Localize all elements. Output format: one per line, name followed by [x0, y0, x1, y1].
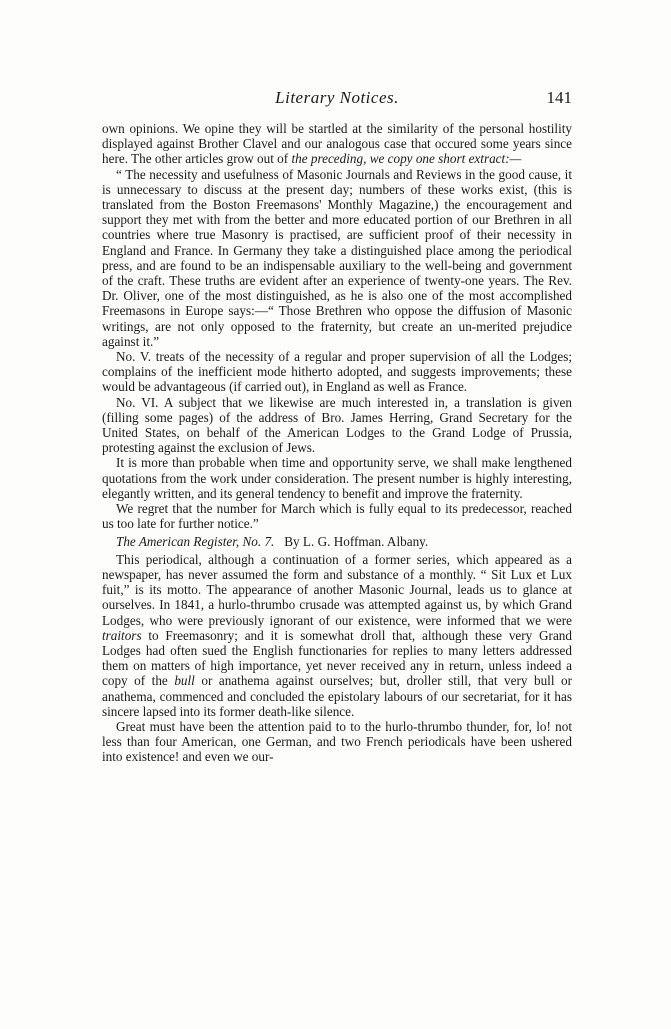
page-number: 141: [546, 88, 572, 107]
paragraph-text-italic: the preceding, we copy one short extract:—: [291, 151, 522, 167]
paragraph-quotations: It is more than probable when time and opportunity serve, we shall make lengthened quotations from the work under consideration. The present number is highly interesting, elegantly written, and its general tendency to benefit and improve the fraternity.: [102, 455, 572, 501]
italic-word-bull: bull: [174, 673, 195, 689]
paragraph-text: or anathema against ourselves; but, droller still, that very bull or anathema, commenced and concluded the epistolary labours of our secretariat, for it has sincere lapsed into its former death-like silence.: [102, 673, 572, 719]
running-head: [102, 88, 572, 110]
paragraph-text: own opinions. We opine they will be startled at the similarity of the personal hostility displayed against Brother Clavel and our analogous case that occured some years since here. The other articles grow out of: [102, 121, 572, 167]
body-text: [102, 121, 572, 765]
paragraph-hurlo-thrumbo: Great must have been the attention paid to to the hurlo-thrumbo thunder, for, lo! not less than four American, one German, and two French periodicals have been ushered into existence! and even we our-: [102, 718, 572, 765]
review-heading: [102, 534, 572, 549]
paragraph-text: This periodical, although a continuation of a former series, which appeared as a newspaper, has never assumed the form and substance of a monthly. “ Sit Lux et Lux fuit,” is its motto. The appearance of another Masonic Journal, leads us to glance at ourselves. In 1841, a hurlo-thrumbo crusade was attempted against us, by which Grand Lodges, who were previously ignorant of our existence, were informed that we were: [102, 551, 572, 628]
running-title: Literary Notices.: [275, 88, 399, 107]
paragraph-periodical: [102, 552, 572, 719]
review-title: The American Register, No. 7.: [116, 534, 275, 550]
italic-word-traitors: traitors: [102, 627, 142, 643]
paragraph-continuation: [102, 121, 572, 167]
paragraph-no-vi: No. VI. A subject that we likewise are much interested in, a translation is given (filling some pages) of the address of Bro. James Herring, Grand Secretary for the United States, on behalf of the American Lodges to the Grand Lodge of Prussia, protesting against the exclusion of Jews.: [102, 394, 572, 456]
quoted-extract: “ The necessity and usefulness of Masonic Journals and Reviews in the good cause, it is unnecessary to discuss at the present day; numbers of these works exist, (this is translated from the Boston Freemasons' Monthly Magazine,) the encouragement and support they met with from the better and more educated portion of our Brethren in all countries where true Masonry is practised, are sufficient proof of their necessity in England and France. In Germany they take a distinguished place among the periodical press, and are found to be an indispensable auxiliary to the well-being and government of the craft. These truths are evident after an experience of twenty-one years. The Rev. Dr. Oliver, one of the most distinguished, as he is also one of the most accomplished Freemasons in Europe says:—“ Those Brethren who oppose the diffusion of Masonic writings, are not only opposed to the fraternity, but create an un-merited prejudice against it.”: [102, 166, 572, 349]
paragraph-no-v: No. V. treats of the necessity of a regular and proper supervision of all the Lodges; complains of the inefficient mode hitherto adopted, and suggests improvements; these would be advantageous (if carried out), in England as well as France.: [102, 349, 572, 395]
review-author: By L. G. Hoffman. Albany.: [284, 534, 429, 550]
paragraph-regret: We regret that the number for March which is fully equal to its predecessor, reached us too late for further notice.”: [102, 501, 572, 532]
paragraph-text: to Freemasonry; and it is somewhat droll that, although these very Grand Lodges had often sued the English functionaries for replies to many letters addressed them on matters of high importance, yet never received any in return, unless indeed a copy of the: [102, 627, 572, 689]
